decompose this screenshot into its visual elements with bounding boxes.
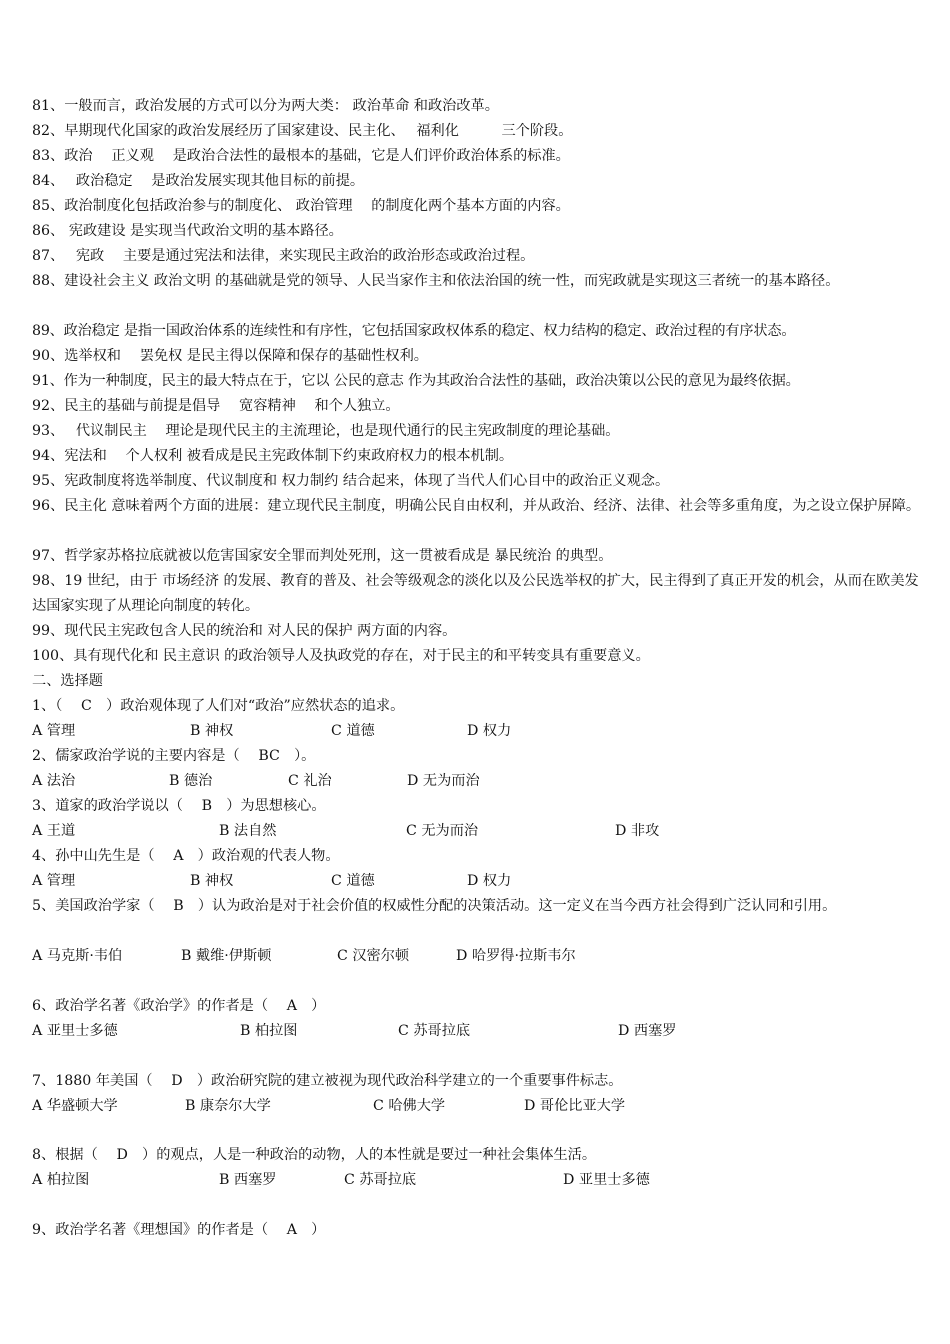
question-stem: 5、美国政治学家（ B ）认为政治是对于社会价值的权威性分配的决策活动。这一定义在当今西方社会得到广泛认同和引用。	[32, 898, 837, 914]
option-row	[32, 1094, 922, 1119]
option: D 亚里士多德	[563, 1172, 650, 1189]
question-stem: 1、（ C ）政治观体现了人们对“政治”应然状态的追求。	[32, 698, 405, 714]
option: C 道德	[331, 873, 375, 889]
blank-line	[32, 1193, 922, 1218]
option: A 马克斯·韦伯	[32, 948, 123, 964]
section-title: 二、选择题	[32, 673, 103, 689]
question-stem: 2、儒家政治学说的主要内容是（ BC ）。	[32, 748, 316, 764]
option: B 神权	[190, 723, 234, 739]
fill-in-item: 96、民主化 意味着两个方面的进展：建立现代民主制度，明确公民自由权利，并从政治、经济、法律、社会等多重角度，为之设立保护屏障。	[32, 498, 921, 514]
option: D 无为而治	[407, 773, 480, 789]
option-row	[32, 719, 922, 744]
blank-line	[32, 969, 922, 994]
fill-in-item: 86、 宪政建设 是实现当代政治文明的基本路径。	[32, 223, 343, 239]
fill-in-item: 90、选举权和 罢免权 是民主得以保障和保存的基础性权利。	[32, 348, 428, 364]
fill-in-item: 97、哲学家苏格拉底就被以危害国家安全罪而判处死刑，这一贯被看成是 暴民统治 的典型。	[32, 548, 613, 564]
question-stem: 7、1880 年美国（ D ）政治研究院的建立被视为现代政治科学建立的一个重要事件标志。	[32, 1072, 623, 1089]
fill-in-item: 93、 代议制民主 理论是现代民主的主流理论，也是现代通行的民主宪政制度的理论基础。	[32, 423, 620, 439]
blank-line	[32, 1044, 922, 1069]
option: B 法自然	[219, 823, 277, 839]
fill-in-item: 95、宪政制度将选举制度、代议制度和 权力制约 结合起来，体现了当代人们心目中的政治正义观念。	[32, 473, 670, 489]
option: D 权力	[467, 873, 512, 889]
fill-in-item: 94、宪法和 个人权利 被看成是民主宪政体制下约束政府权力的根本机制。	[32, 448, 514, 464]
option: C 哈佛大学	[373, 1097, 446, 1114]
fill-in-item: 83、政治 正义观 是政治合法性的最根本的基础，它是人们评价政治体系的标准。	[32, 148, 570, 164]
blank-line	[32, 1119, 922, 1144]
option: A 柏拉图	[32, 1172, 90, 1189]
option-row	[32, 1168, 922, 1193]
option: C 道德	[331, 723, 375, 739]
fill-in-item: 82、早期现代化国家的政治发展经历了国家建设、民主化、 福利化 三个阶段。	[32, 123, 573, 139]
option: A 华盛顿大学	[32, 1097, 118, 1114]
option-row	[32, 869, 922, 894]
question-stem: 9、政治学名著《理想国》的作者是（ A ）	[32, 1222, 326, 1239]
option: C 汉密尔顿	[337, 948, 410, 964]
option: D 非攻	[615, 823, 660, 839]
option: D 西塞罗	[618, 1022, 677, 1039]
option: D 哥伦比亚大学	[524, 1097, 626, 1114]
option-row	[32, 944, 922, 969]
option-row	[32, 1019, 922, 1044]
option: B 神权	[190, 873, 234, 889]
option: D 哈罗得·拉斯韦尔	[456, 948, 576, 964]
option: B 德治	[169, 773, 213, 789]
option: B 柏拉图	[240, 1022, 298, 1039]
fill-in-item: 91、作为一种制度，民主的最大特点在于，它以 公民的意志 作为其政治合法性的基础，政治决策以公民的意见为最终依据。	[32, 373, 800, 389]
option: A 亚里士多德	[32, 1022, 118, 1039]
option: C 苏哥拉底	[398, 1022, 471, 1039]
option-row	[32, 769, 922, 794]
question-stem: 8、根据（ D ）的观点，人是一种政治的动物，人的本性就是要过一种社会集体生活。	[32, 1147, 597, 1164]
question-stem: 6、政治学名著《政治学》的作者是（ A ）	[32, 997, 326, 1014]
fill-in-item: 81、一般而言，政治发展的方式可以分为两大类： 政治革命 和政治改革。	[32, 98, 499, 114]
fill-in-item: 92、民主的基础与前提是倡导 宽容精神 和个人独立。	[32, 398, 400, 414]
fill-in-item: 98、19 世纪，由于 市场经济 的发展、教育的普及、社会等级观念的淡化以及公民选举权的扩大，民主得到了真正开发的机会，从而在欧美发达国家实现了从理论向制度的转化。	[32, 573, 919, 614]
question-stem: 3、道家的政治学说以（ B ）为思想核心。	[32, 798, 326, 814]
option: B 戴维·伊斯顿	[181, 948, 272, 964]
fill-in-item: 85、政治制度化包括政治参与的制度化、 政治管理 的制度化两个基本方面的内容。	[32, 198, 570, 214]
fill-in-item: 84、 政治稳定 是政治发展实现其他目标的前提。	[32, 173, 365, 189]
document-page	[32, 94, 922, 1243]
option: D 权力	[467, 723, 512, 739]
fill-in-item: 100、具有现代化和 民主意识 的政治领导人及执政党的存在，对于民主的和平转变具有重要意义。	[32, 648, 650, 664]
option: B 西塞罗	[219, 1172, 277, 1189]
option: A 管理	[32, 723, 76, 739]
fill-in-item: 88、建设社会主义 政治文明 的基础就是党的领导、人民当家作主和依法治国的统一性，而宪政就是实现这三者统一的基本路径。	[32, 273, 840, 289]
option: A 管理	[32, 873, 76, 889]
question-stem: 4、孙中山先生是（ A ）政治观的代表人物。	[32, 848, 340, 864]
option-row	[32, 819, 922, 844]
option: A 王道	[32, 823, 76, 839]
option: B 康奈尔大学	[185, 1097, 271, 1114]
fill-in-item: 87、 宪政 主要是通过宪法和法律，来实现民主政治的政治形态或政治过程。	[32, 248, 535, 264]
option: C 无为而治	[406, 823, 479, 839]
option: C 礼治	[288, 773, 332, 789]
fill-in-item: 89、政治稳定 是指一国政治体系的连续性和有序性，它包括国家政权体系的稳定、权力结构的稳定、政治过程的有序状态。	[32, 323, 796, 339]
fill-in-item: 99、现代民主宪政包含人民的统治和 对人民的保护 两方面的内容。	[32, 623, 457, 639]
option: A 法治	[32, 773, 76, 789]
option: C 苏哥拉底	[344, 1172, 417, 1189]
